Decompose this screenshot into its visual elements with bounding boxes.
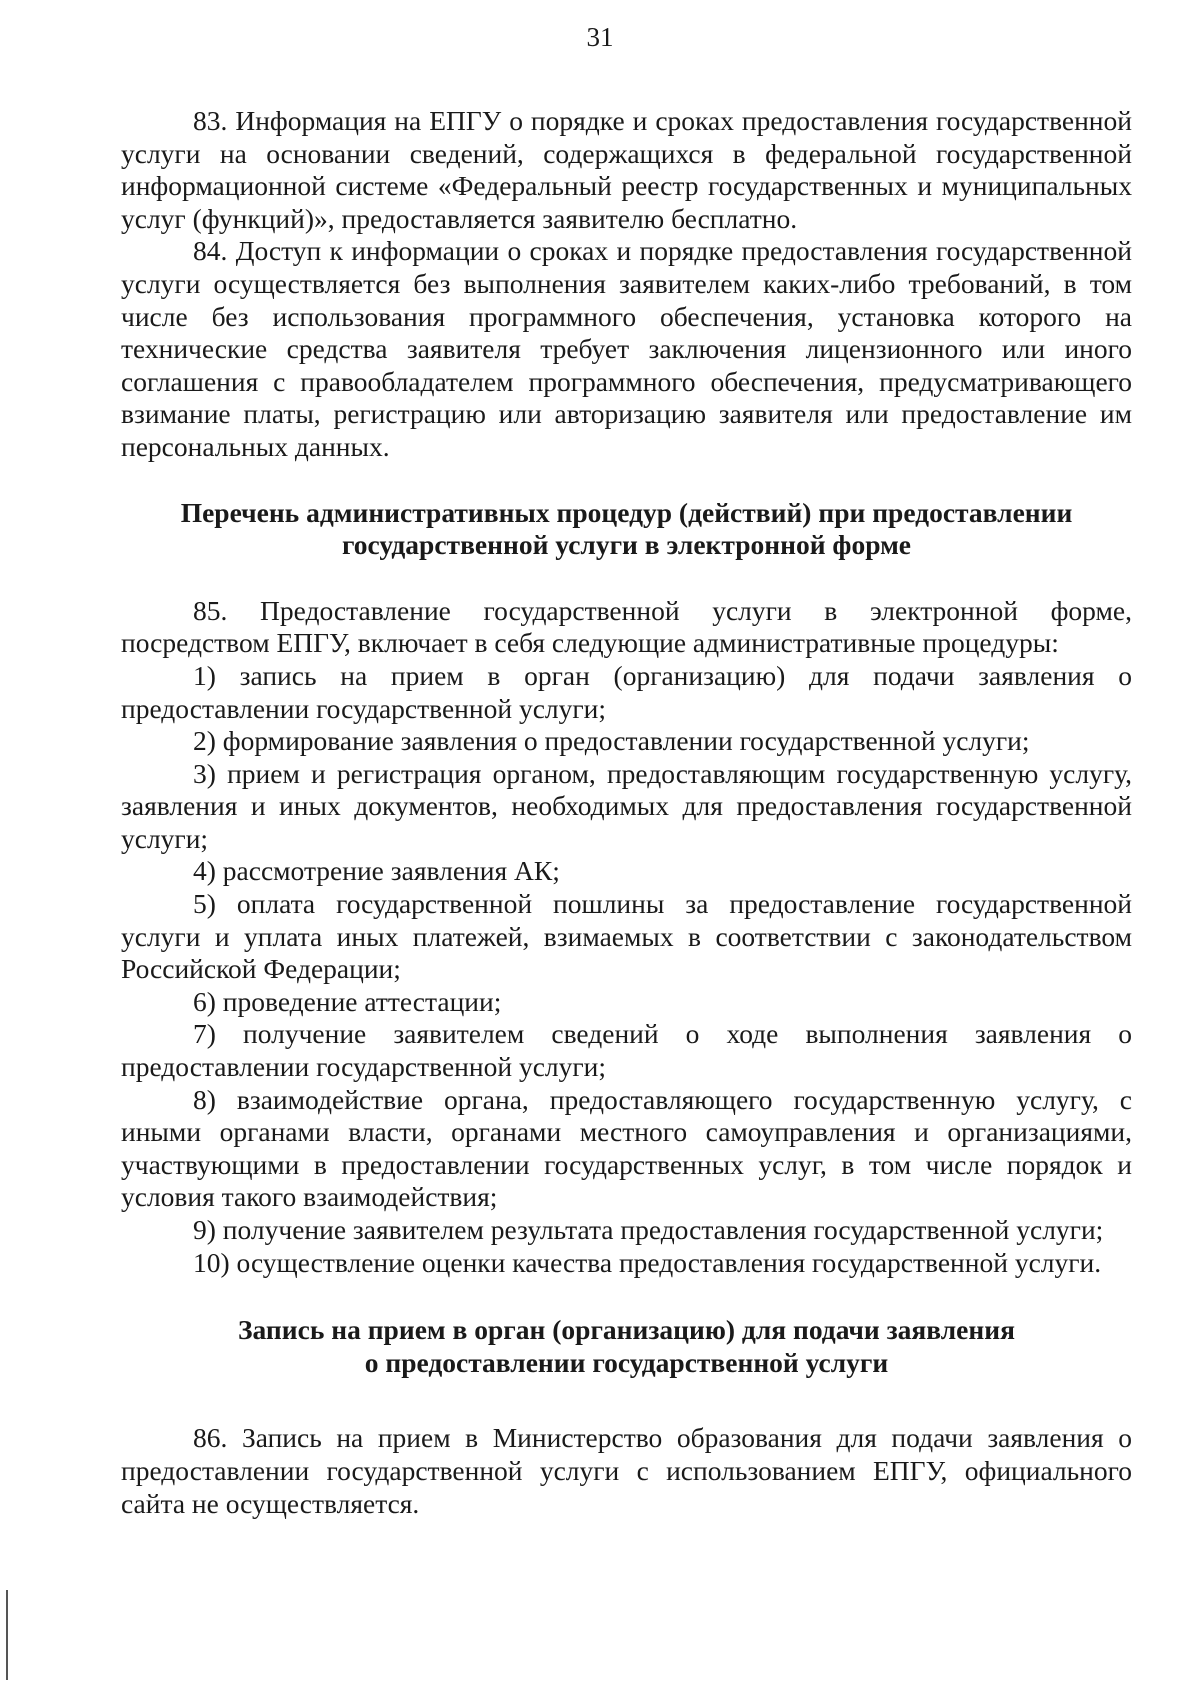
list-item-6: 6) проведение аттестации; — [193, 985, 502, 1017]
paragraph-85: 85. Предоставление государственной услуги в электронной форме, посредством ЕПГУ, включает в себя следующие административные процедуры: — [121, 594, 1132, 659]
page-number: 31 — [586, 22, 614, 52]
list-item-8: 8) взаимодействие органа, предоставляющего государственную услугу, с иными органами власти, органами местного самоуправления и организациями, участвующими в предоставлении государственных услуг, в том числе порядок и условия такого взаимодействия; — [121, 1083, 1132, 1213]
heading-line: Перечень административных процедур (действий) при предоставлении — [180, 496, 1073, 528]
document-body — [121, 105, 1132, 1520]
list-item-2: 2) формирование заявления о предоставлении государственной услуги; — [193, 725, 1030, 757]
heading-line: о предоставлении государственной услуги — [364, 1346, 889, 1378]
list-item-5: 5) оплата государственной пошлины за предоставление государственной услуги и уплата иных платежей, взимаемых в соответствии с законодательством Российской Федерации; — [121, 888, 1132, 985]
paragraph-84: 84. Доступ к информации о сроках и порядке предоставления государственной услуги осуществляется без выполнения заявителем каких-либо требований, в том числе без использования программного обеспечения, установка которого на технические средства заявителя требует заключения лицензионного или иного соглашения с правообладателем программного обеспечения, предусматривающего взимание платы, регистрацию или авторизацию заявителя или предоставление им персональных данных. — [121, 235, 1132, 462]
list-item-9: 9) получение заявителем результата предоставления государственной услуги; — [193, 1214, 1104, 1245]
list-item-10: 10) осуществление оценки качества предоставления государственной услуги. — [193, 1246, 1102, 1278]
list-item-4: 4) рассмотрение заявления АК; — [193, 855, 560, 887]
list-item-3: 3) прием и регистрация органом, предоставляющим государственную услугу, заявления и иных документов, необходимых для предоставления государственной услуги; — [121, 757, 1132, 854]
paragraph-83: 83. Информация на ЕПГУ о порядке и сроках предоставления государственной услуги на основании сведений, содержащихся в федеральной государственной информационной системе «Федеральный реестр государственных и муниципальных услуг (функций)», предоставляется заявителю бесплатно. — [121, 105, 1132, 234]
heading-line: государственной услуги в электронной форме — [341, 529, 912, 561]
section-heading-procedures — [121, 497, 1132, 562]
paragraph-86: 86. Запись на прием в Министерство образования для подачи заявления о предоставлении государственной услуги с использованием ЕПГУ, официального сайта не осуществляется. — [121, 1422, 1132, 1519]
heading-line: Запись на прием в орган (организацию) для подачи заявления — [238, 1314, 1015, 1346]
section-heading-appointment — [121, 1314, 1132, 1379]
list-item-7: 7) получение заявителем сведений о ходе выполнения заявления о предоставлении государственной услуги; — [121, 1018, 1132, 1083]
list-item-1: 1) запись на прием в орган (организацию) для подачи заявления о предоставлении государственной услуги; — [121, 659, 1132, 724]
scan-margin-mark — [6, 1590, 8, 1680]
